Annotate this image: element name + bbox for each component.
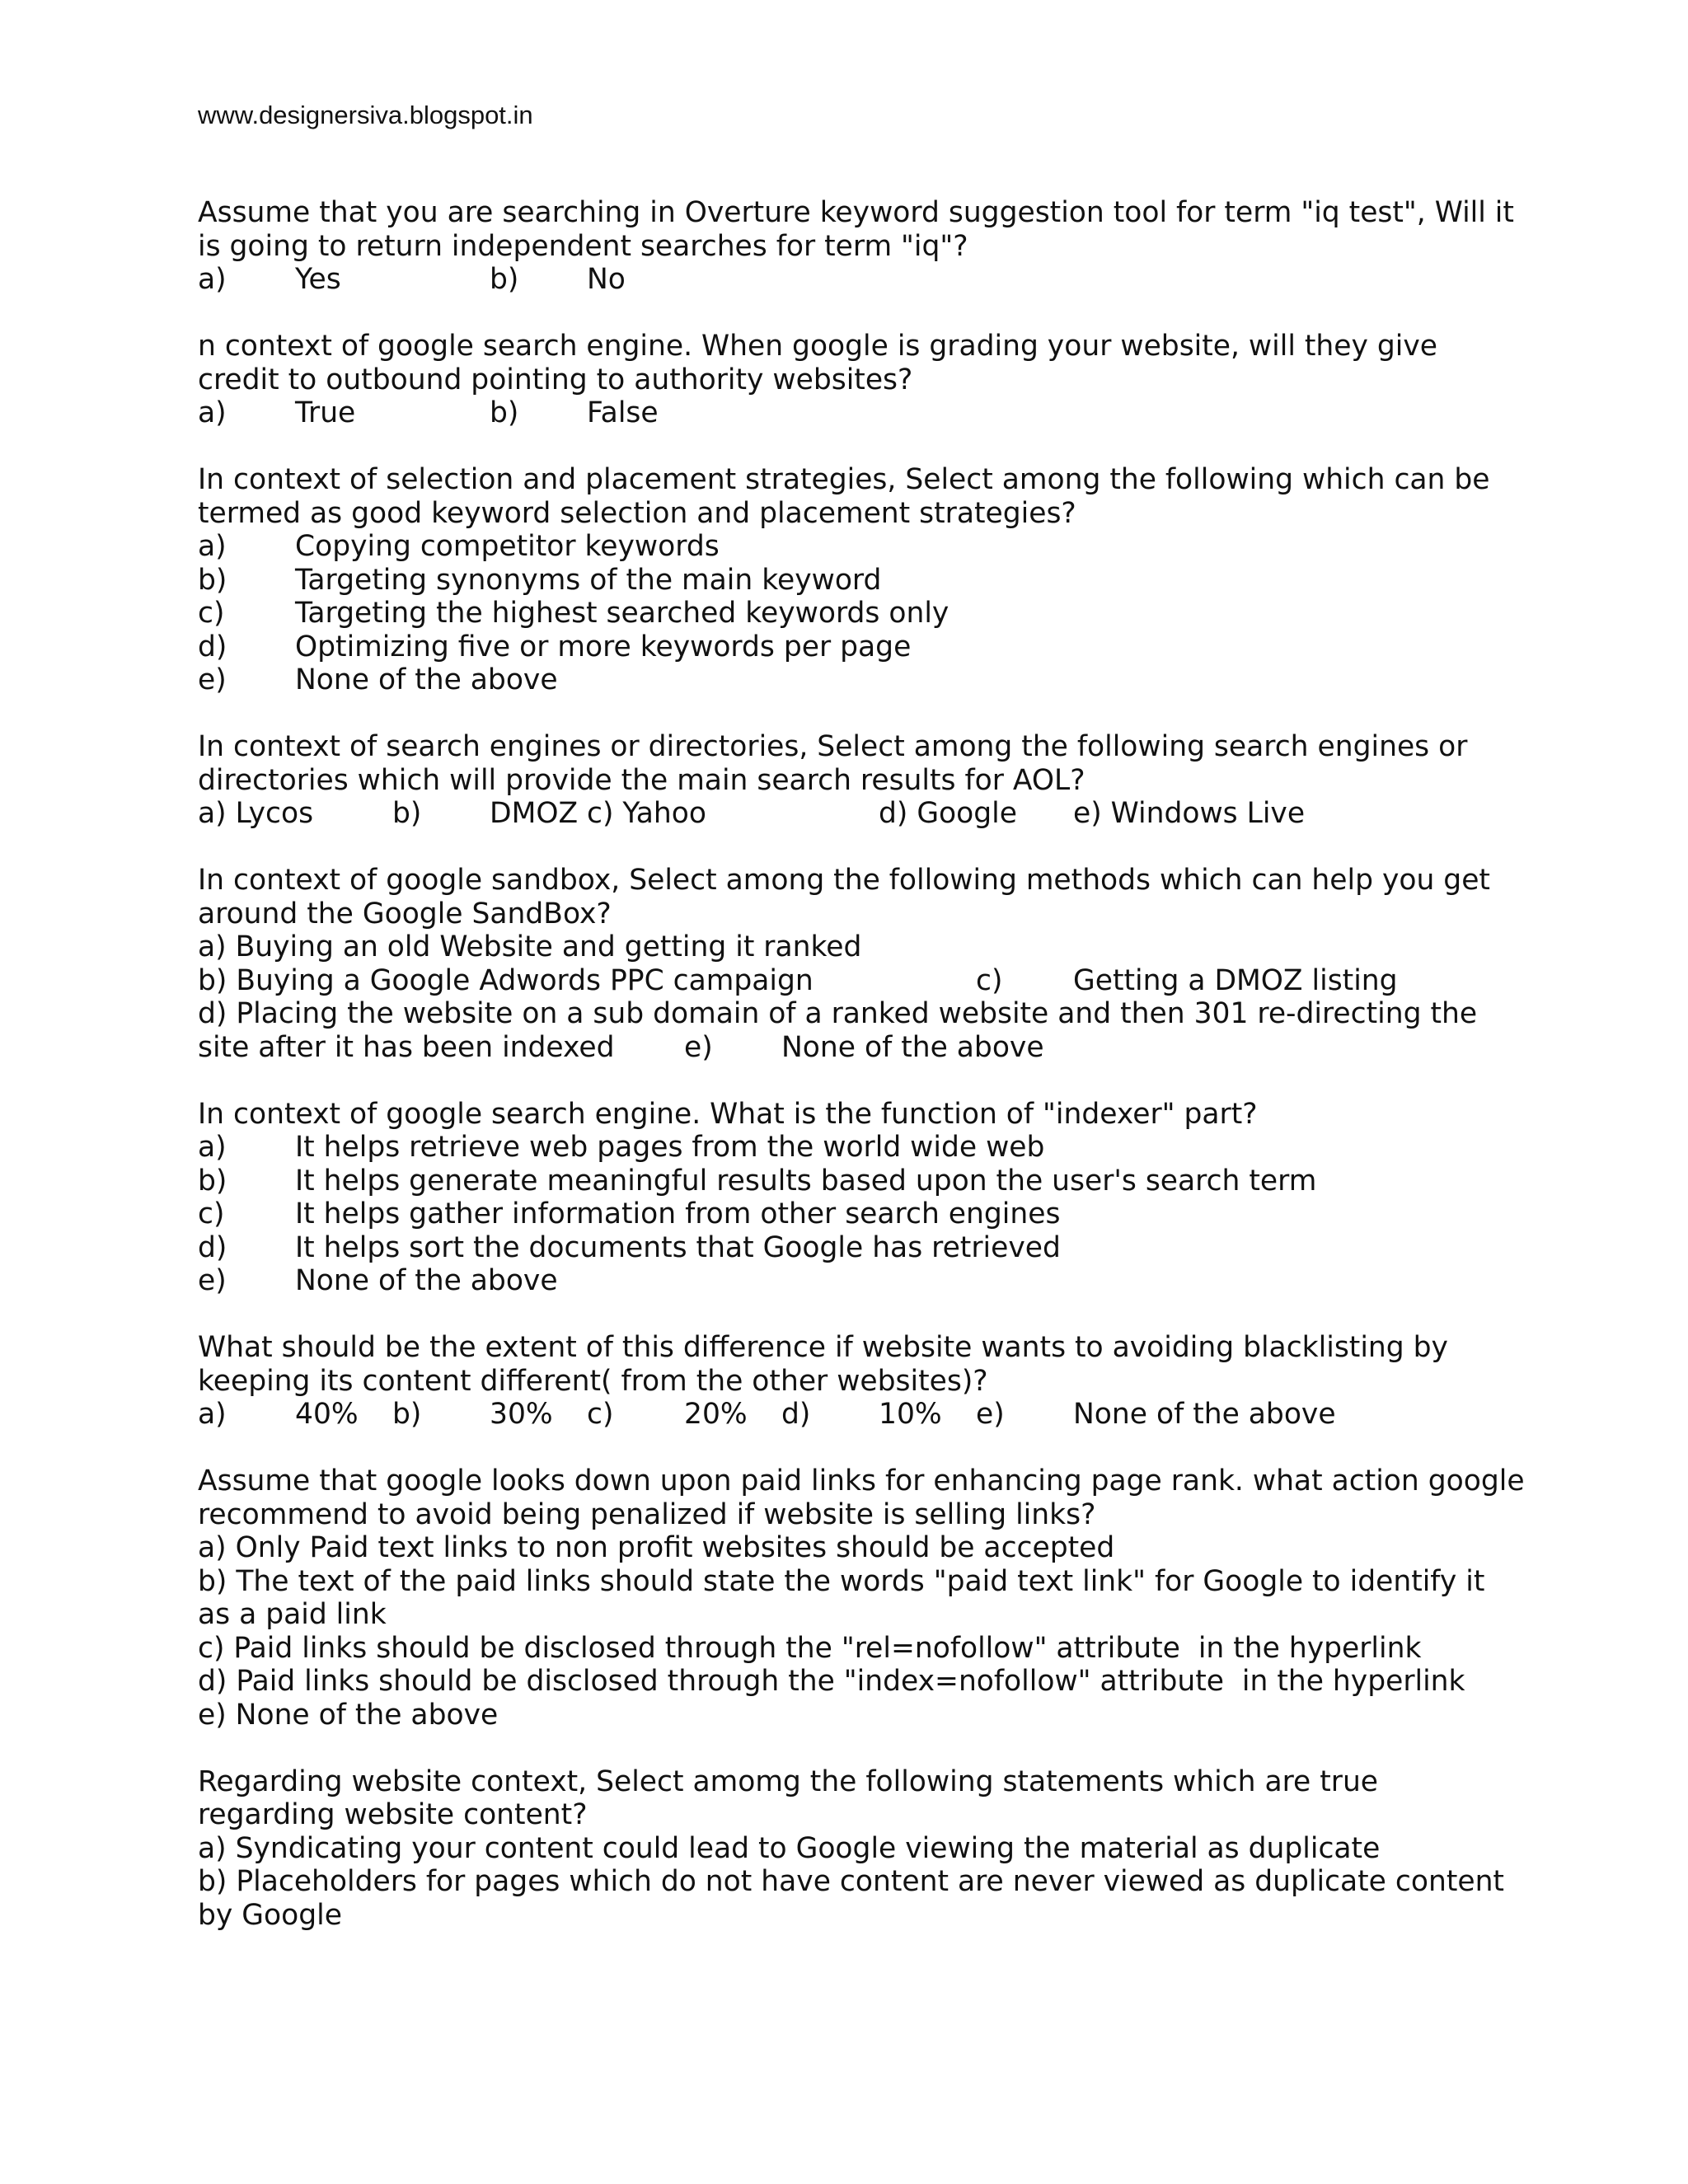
option-text: 40%	[295, 1398, 359, 1431]
option-letter: a)	[198, 396, 227, 429]
question-7	[198, 1331, 1517, 1432]
option-text: Targeting the highest searched keywords only	[295, 597, 950, 630]
question-text: credit to outbound pointing to authority websites?	[198, 363, 913, 396]
option-item: a) Buying an old Website and getting it ranked	[198, 930, 862, 963]
option-text: Yes	[295, 263, 341, 296]
option-text: It helps generate meaningful results based upon the user's search term	[295, 1164, 1317, 1197]
option-item	[198, 663, 1517, 697]
option-letter: b)	[392, 1398, 422, 1431]
question-text: Assume that you are searching in Overture keyword suggestion tool for term "iq test", Will it	[198, 196, 1514, 229]
option-letter: a)	[198, 263, 227, 296]
question-text: In context of search engines or directories, Select among the following search engines or	[198, 730, 1468, 763]
option-item: by Google	[198, 1898, 342, 1932]
option-letter: d)	[781, 1398, 811, 1431]
option-text: None of the above	[1073, 1398, 1336, 1431]
question-3	[198, 463, 1517, 697]
option-item: e) Windows Live	[1073, 797, 1306, 830]
option-item	[198, 530, 1517, 564]
question-1	[198, 196, 1517, 297]
options-row	[198, 263, 1517, 297]
option-text: It helps sort the documents that Google has retrieved	[295, 1230, 1061, 1264]
option-letter: c)	[976, 963, 1003, 997]
question-4	[198, 730, 1517, 831]
options-row	[198, 396, 1517, 430]
option-item	[198, 1197, 1517, 1231]
option-letter: e)	[198, 663, 227, 696]
option-item: b) Placeholders for pages which do not have content are never viewed as duplicate content	[198, 1865, 1504, 1898]
option-text: None of the above	[295, 663, 558, 696]
question-text: termed as good keyword selection and placement strategies?	[198, 496, 1076, 530]
option-text: 10%	[879, 1398, 942, 1431]
options-row	[198, 1398, 1517, 1432]
option-text: Getting a DMOZ listing	[1073, 963, 1398, 997]
header-url: www.designersiva.blogspot.in	[198, 101, 533, 129]
option-item: c) Yahoo	[587, 797, 706, 830]
option-text: 30%	[490, 1398, 553, 1431]
question-text: In context of google sandbox, Select among the following methods which can help you get	[198, 864, 1490, 897]
option-item: b) The text of the paid links should state the words "paid text link" for Google to identify it	[198, 1564, 1485, 1598]
option-letter: b)	[198, 1164, 227, 1197]
option-letter: c)	[198, 1197, 225, 1230]
option-letter: b)	[490, 396, 519, 429]
option-letter: c)	[198, 597, 225, 630]
option-text: It helps retrieve web pages from the world wide web	[295, 1131, 1045, 1164]
option-letter: c)	[587, 1398, 614, 1431]
option-text: None of the above	[781, 1030, 1044, 1064]
option-text: site after it has been indexed	[198, 1030, 615, 1064]
question-text: keeping its content different( from the other websites)?	[198, 1364, 988, 1398]
option-text: Optimizing five or more keywords per page	[295, 630, 912, 663]
option-text: None of the above	[295, 1264, 558, 1297]
option-item: b) Buying a Google Adwords PPC campaign	[198, 963, 814, 997]
question-8	[198, 1465, 1525, 1732]
option-text: 20%	[684, 1398, 748, 1431]
option-letter: e)	[198, 1264, 227, 1297]
question-text: In context of google search engine. What is the function of "indexer" part?	[198, 1097, 1258, 1131]
document-body	[198, 196, 1525, 1966]
option-item: d) Placing the website on a sub domain of a ranked website and then 301 re-directing the	[198, 997, 1478, 1030]
question-text: regarding website content?	[198, 1798, 588, 1831]
question-text: around the Google SandBox?	[198, 897, 612, 930]
option-item: a) Only Paid text links to non profit websites should be accepted	[198, 1531, 1115, 1564]
option-text: True	[295, 396, 356, 429]
option-item	[198, 597, 1517, 630]
option-item: d) Paid links should be disclosed through the "index=nofollow" attribute in the hyperlink	[198, 1665, 1465, 1698]
option-item: c) Paid links should be disclosed through the "rel=nofollow" attribute in the hyperlink	[198, 1631, 1422, 1665]
option-item	[198, 1165, 1517, 1198]
options-row	[198, 797, 1517, 831]
option-item: d) Google	[879, 797, 1017, 830]
option-item: e) None of the above	[198, 1698, 499, 1732]
question-5	[198, 864, 1517, 1064]
option-letter: b)	[198, 563, 227, 597]
question-6	[198, 1098, 1517, 1298]
option-item	[198, 564, 1517, 598]
option-letter: b)	[490, 263, 519, 296]
option-text: False	[587, 396, 659, 429]
question-text: Regarding website context, Select amomg the following statements which are true	[198, 1765, 1379, 1798]
option-item	[198, 1231, 1517, 1265]
question-text: Assume that google looks down upon paid links for enhancing page rank. what action google	[198, 1465, 1525, 1497]
option-text: DMOZ	[490, 797, 579, 830]
option-item: as a paid link	[198, 1598, 387, 1631]
option-letter: e)	[684, 1030, 713, 1064]
question-text: In context of selection and placement strategies, Select among the following which can be	[198, 463, 1490, 496]
option-item: a) Lycos	[198, 797, 314, 830]
question-text: recommend to avoid being penalized if website is selling links?	[198, 1497, 1096, 1531]
option-text: Targeting synonyms of the main keyword	[295, 563, 882, 597]
question-text: is going to return independent searches for term "iq"?	[198, 229, 968, 263]
option-letter: b)	[392, 797, 422, 830]
option-letter: a)	[198, 1131, 227, 1164]
question-9	[198, 1765, 1517, 1933]
option-letter: e)	[976, 1398, 1005, 1431]
options-row	[198, 964, 1517, 998]
option-letter: d)	[198, 1230, 227, 1264]
option-item	[198, 1264, 1517, 1298]
option-item	[198, 1131, 1517, 1165]
option-text: It helps gather information from other search engines	[295, 1197, 1061, 1230]
option-item	[198, 630, 1517, 664]
options-row	[198, 1031, 1517, 1065]
option-text: No	[587, 263, 626, 296]
option-text: Copying competitor keywords	[295, 530, 720, 563]
option-letter: d)	[198, 630, 227, 663]
question-text: directories which will provide the main search results for AOL?	[198, 763, 1085, 797]
option-letter: a)	[198, 530, 227, 563]
option-letter: a)	[198, 1398, 227, 1431]
question-text: What should be the extent of this difference if website wants to avoiding blacklisting by	[198, 1331, 1448, 1364]
option-item: a) Syndicating your content could lead to Google viewing the material as duplicate	[198, 1831, 1381, 1865]
question-2	[198, 330, 1517, 430]
question-text: n context of google search engine. When google is grading your website, will they give	[198, 330, 1438, 363]
